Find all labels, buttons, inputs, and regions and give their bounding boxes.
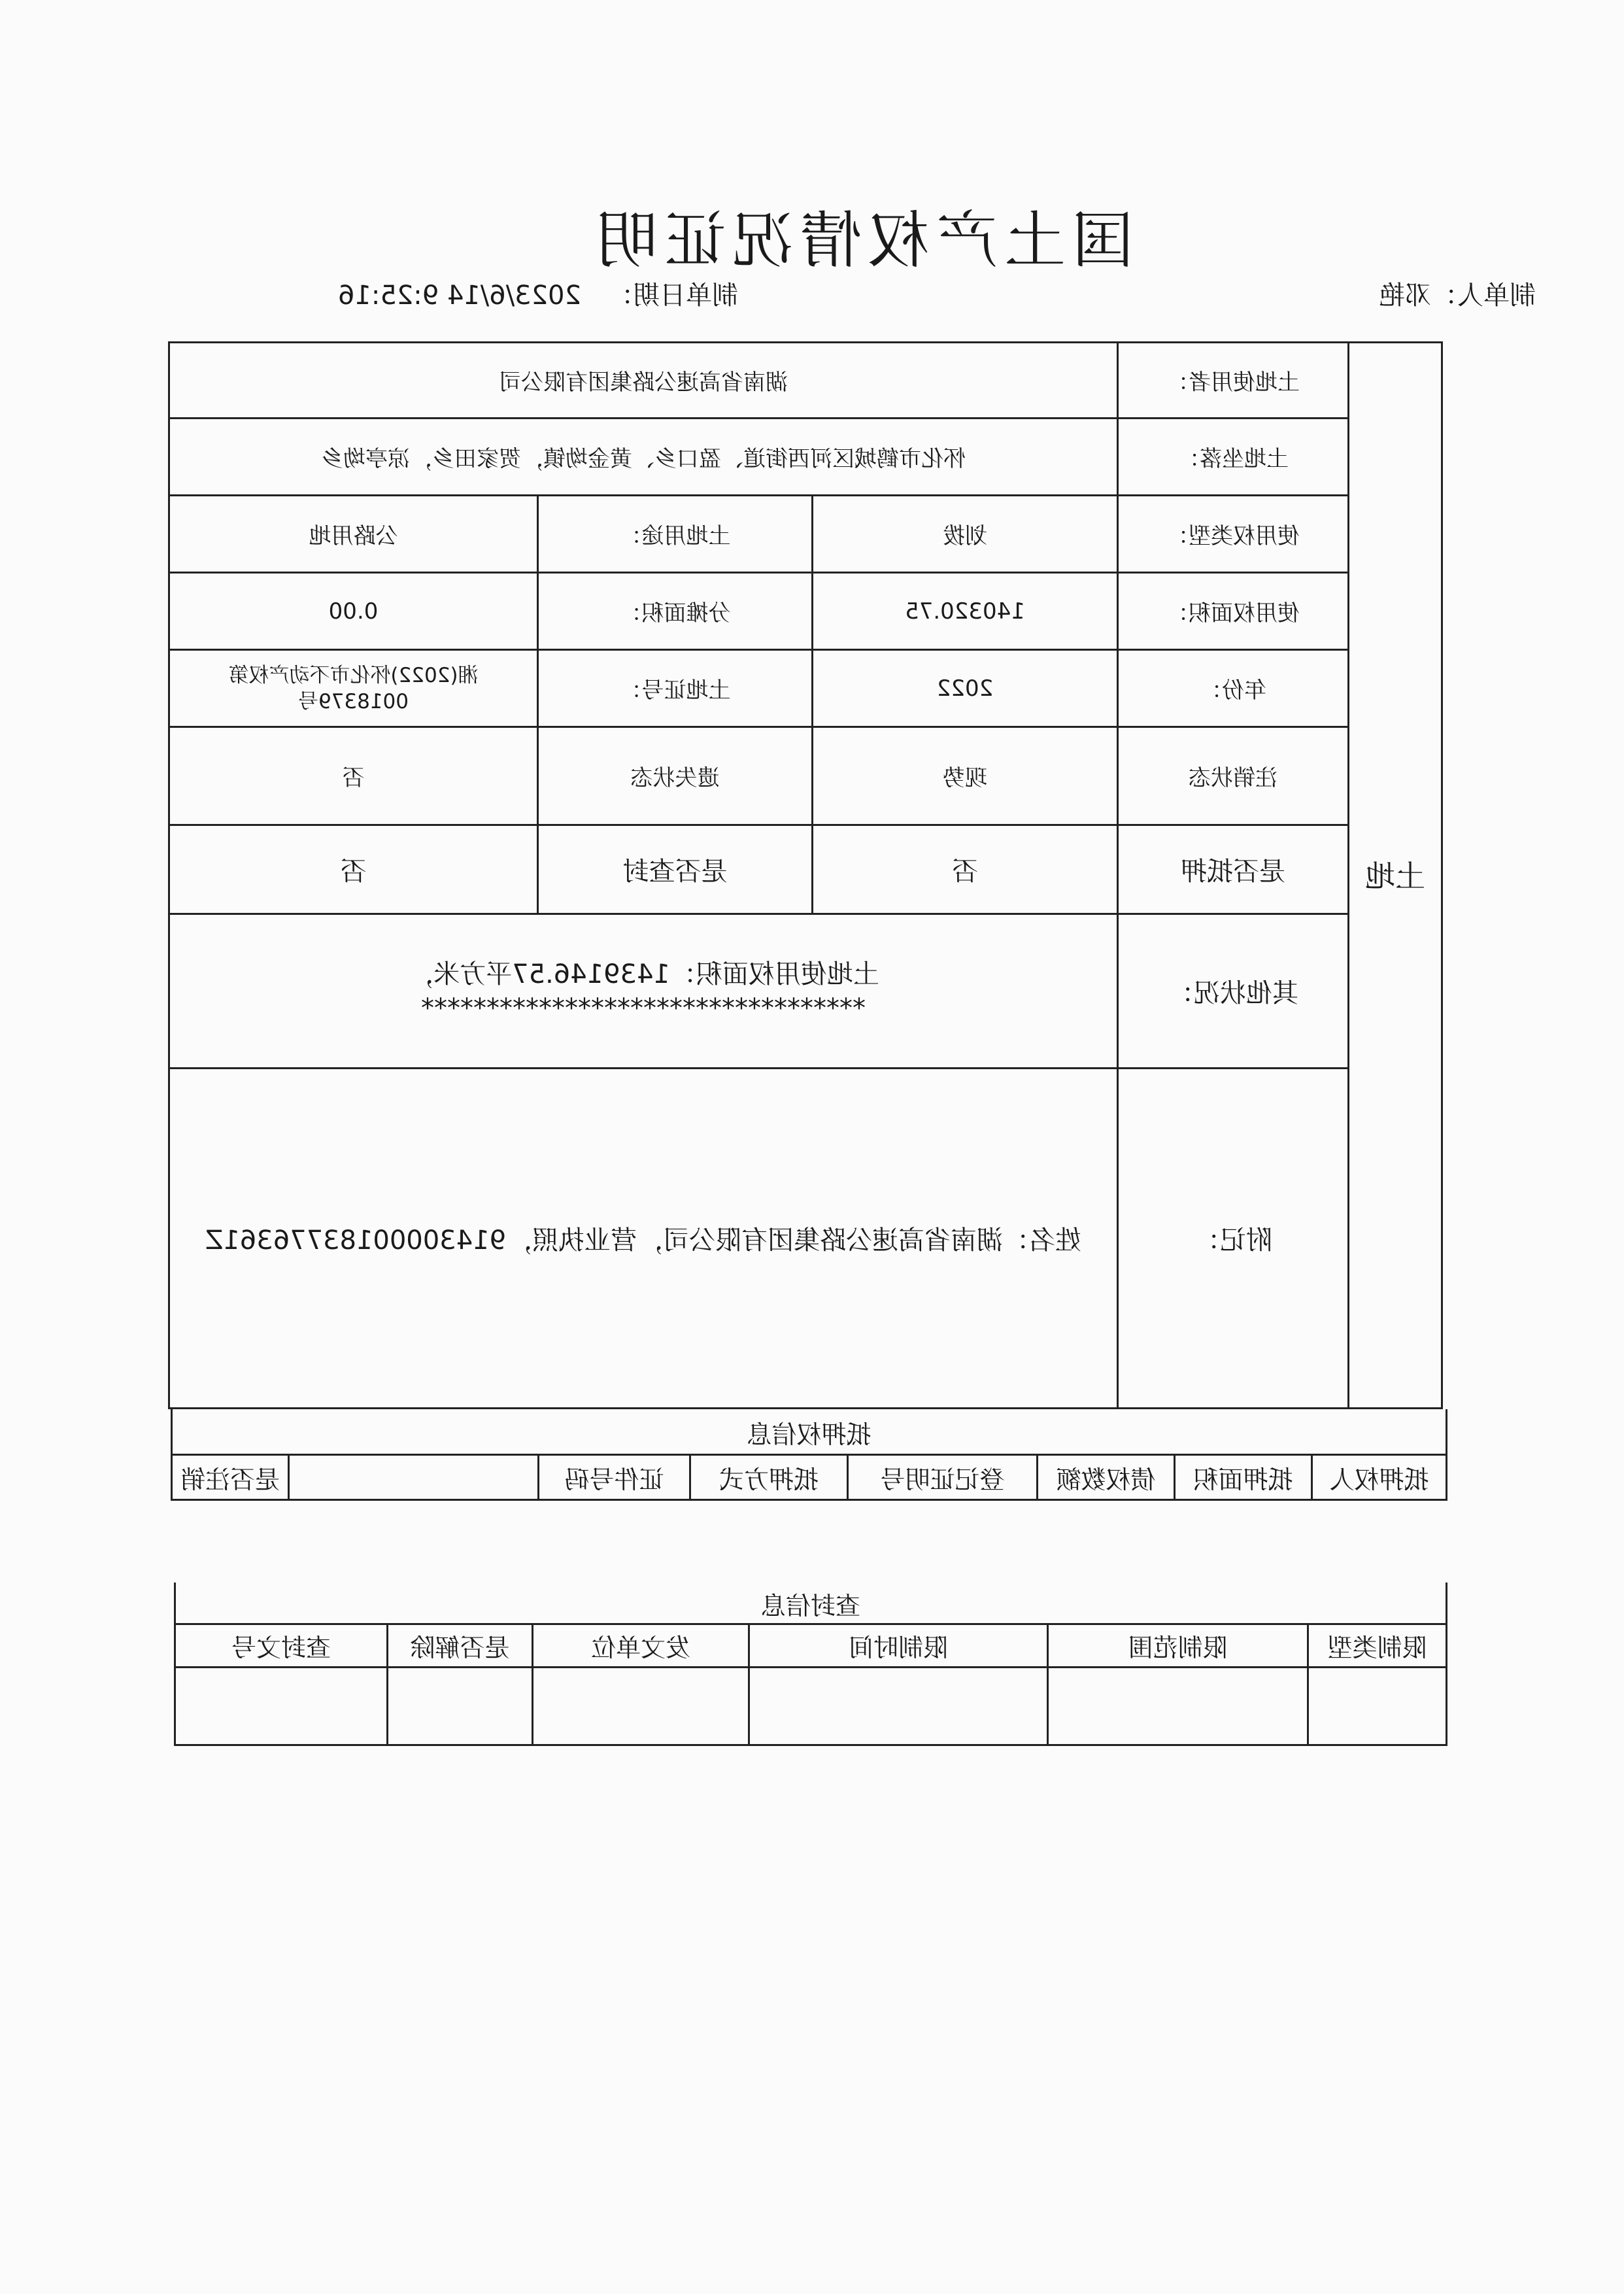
purpose-value: 公路用地 [309, 523, 398, 549]
cert-no-line1: 湘(2022)怀化市不动产权第 [228, 663, 479, 687]
mortgage-col-1: 抵押面积 [1193, 1465, 1293, 1494]
land-location-value: 怀化市鹤城区河西街道、盈口乡、黄金坳镇，贺家田乡，凉亭坳乡 [321, 446, 966, 472]
mortgage-info-title: 抵押权信息 [747, 1420, 871, 1449]
cert-no-label: 土地证号： [619, 677, 731, 704]
cert-no-line2: 0018379号 [297, 689, 409, 713]
land-user-label: 土地使用者： [1166, 369, 1300, 396]
mortgage-bottom-line [171, 1499, 1447, 1501]
year-label: 年份： [1200, 677, 1266, 704]
mortgage-col-3: 登记证明号 [880, 1465, 1005, 1494]
seizure-col-3: 发文单位 [591, 1634, 691, 1662]
lost-status-label: 遗失状态 [630, 765, 720, 791]
seizure-row-line [174, 1666, 1447, 1668]
shared-area-label: 分摊面积： [619, 600, 731, 626]
maker-label: 制单人： [1431, 281, 1536, 311]
other-status-label: 其他状况： [1168, 978, 1298, 1008]
seizure-col-2: 限制时间 [849, 1634, 949, 1662]
area-label: 使用权面积： [1166, 600, 1300, 626]
right-type-label: 使用权类型： [1166, 523, 1300, 549]
mortgage-col-0: 抵押权人 [1329, 1465, 1429, 1494]
mortgage-label: 是否抵押 [1181, 857, 1285, 887]
document-title: 国土产权情况证明 [589, 205, 1134, 277]
area-value: 140320.75 [905, 598, 1025, 625]
other-status-line1: 土地使用权面积：1439146.57平方米， [407, 959, 879, 989]
seizure-info-title: 查封信息 [761, 1591, 861, 1620]
mortgage-col-2: 债权数额 [1056, 1465, 1156, 1494]
other-status-line2: ********************************** [421, 993, 866, 1023]
lost-status-value: 否 [342, 765, 365, 791]
maker-name: 邓艳 [1379, 281, 1431, 311]
year-value: 2022 [936, 675, 994, 702]
land-section-label: 土地 [1365, 859, 1425, 894]
maker-info [1379, 275, 1536, 312]
mortgage-col-4: 抵押方式 [719, 1465, 819, 1494]
mortgage-col-5: 证件号码 [564, 1465, 664, 1494]
land-location-label: 土地坐落： [1177, 446, 1289, 472]
seized-label: 是否查封 [622, 857, 728, 887]
seizure-col-0: 限制类型 [1327, 1634, 1427, 1662]
seizure-border-left [1446, 1583, 1447, 1746]
right-type-value: 划拨 [943, 523, 987, 549]
mortgage-col-divider [288, 1456, 290, 1499]
seizure-col-1: 限制范围 [1128, 1634, 1228, 1662]
date-info [338, 275, 738, 312]
date-value: 2023/6/14 9:25:16 [337, 281, 581, 311]
note-label: 附记： [1194, 1225, 1272, 1256]
table-border-bottom [168, 1407, 1443, 1409]
cancel-status-value: 现势 [943, 765, 987, 791]
seizure-col-5: 查封文号 [231, 1634, 331, 1662]
note-value: 姓名：湖南省高速公路集团有限公司，营业执照，91430000183776361Z [205, 1225, 1082, 1256]
shared-area-value: 0.00 [328, 598, 379, 625]
other-status-value [170, 915, 1117, 1067]
date-label: 制单日期： [607, 281, 738, 311]
mortgage-col-6: 是否注销 [180, 1465, 280, 1494]
land-user-value: 湖南省高速公路集团有限公司 [499, 369, 788, 396]
mortgage-value: 否 [952, 857, 978, 887]
cert-no-value [170, 651, 537, 726]
seizure-bottom-line [174, 1744, 1447, 1746]
table-border-left [1441, 341, 1443, 1409]
seized-value: 否 [340, 857, 367, 887]
purpose-label: 土地用途： [619, 523, 731, 549]
seizure-col-4: 是否解除 [410, 1634, 510, 1662]
cancel-status-label: 注销状态 [1189, 765, 1277, 791]
